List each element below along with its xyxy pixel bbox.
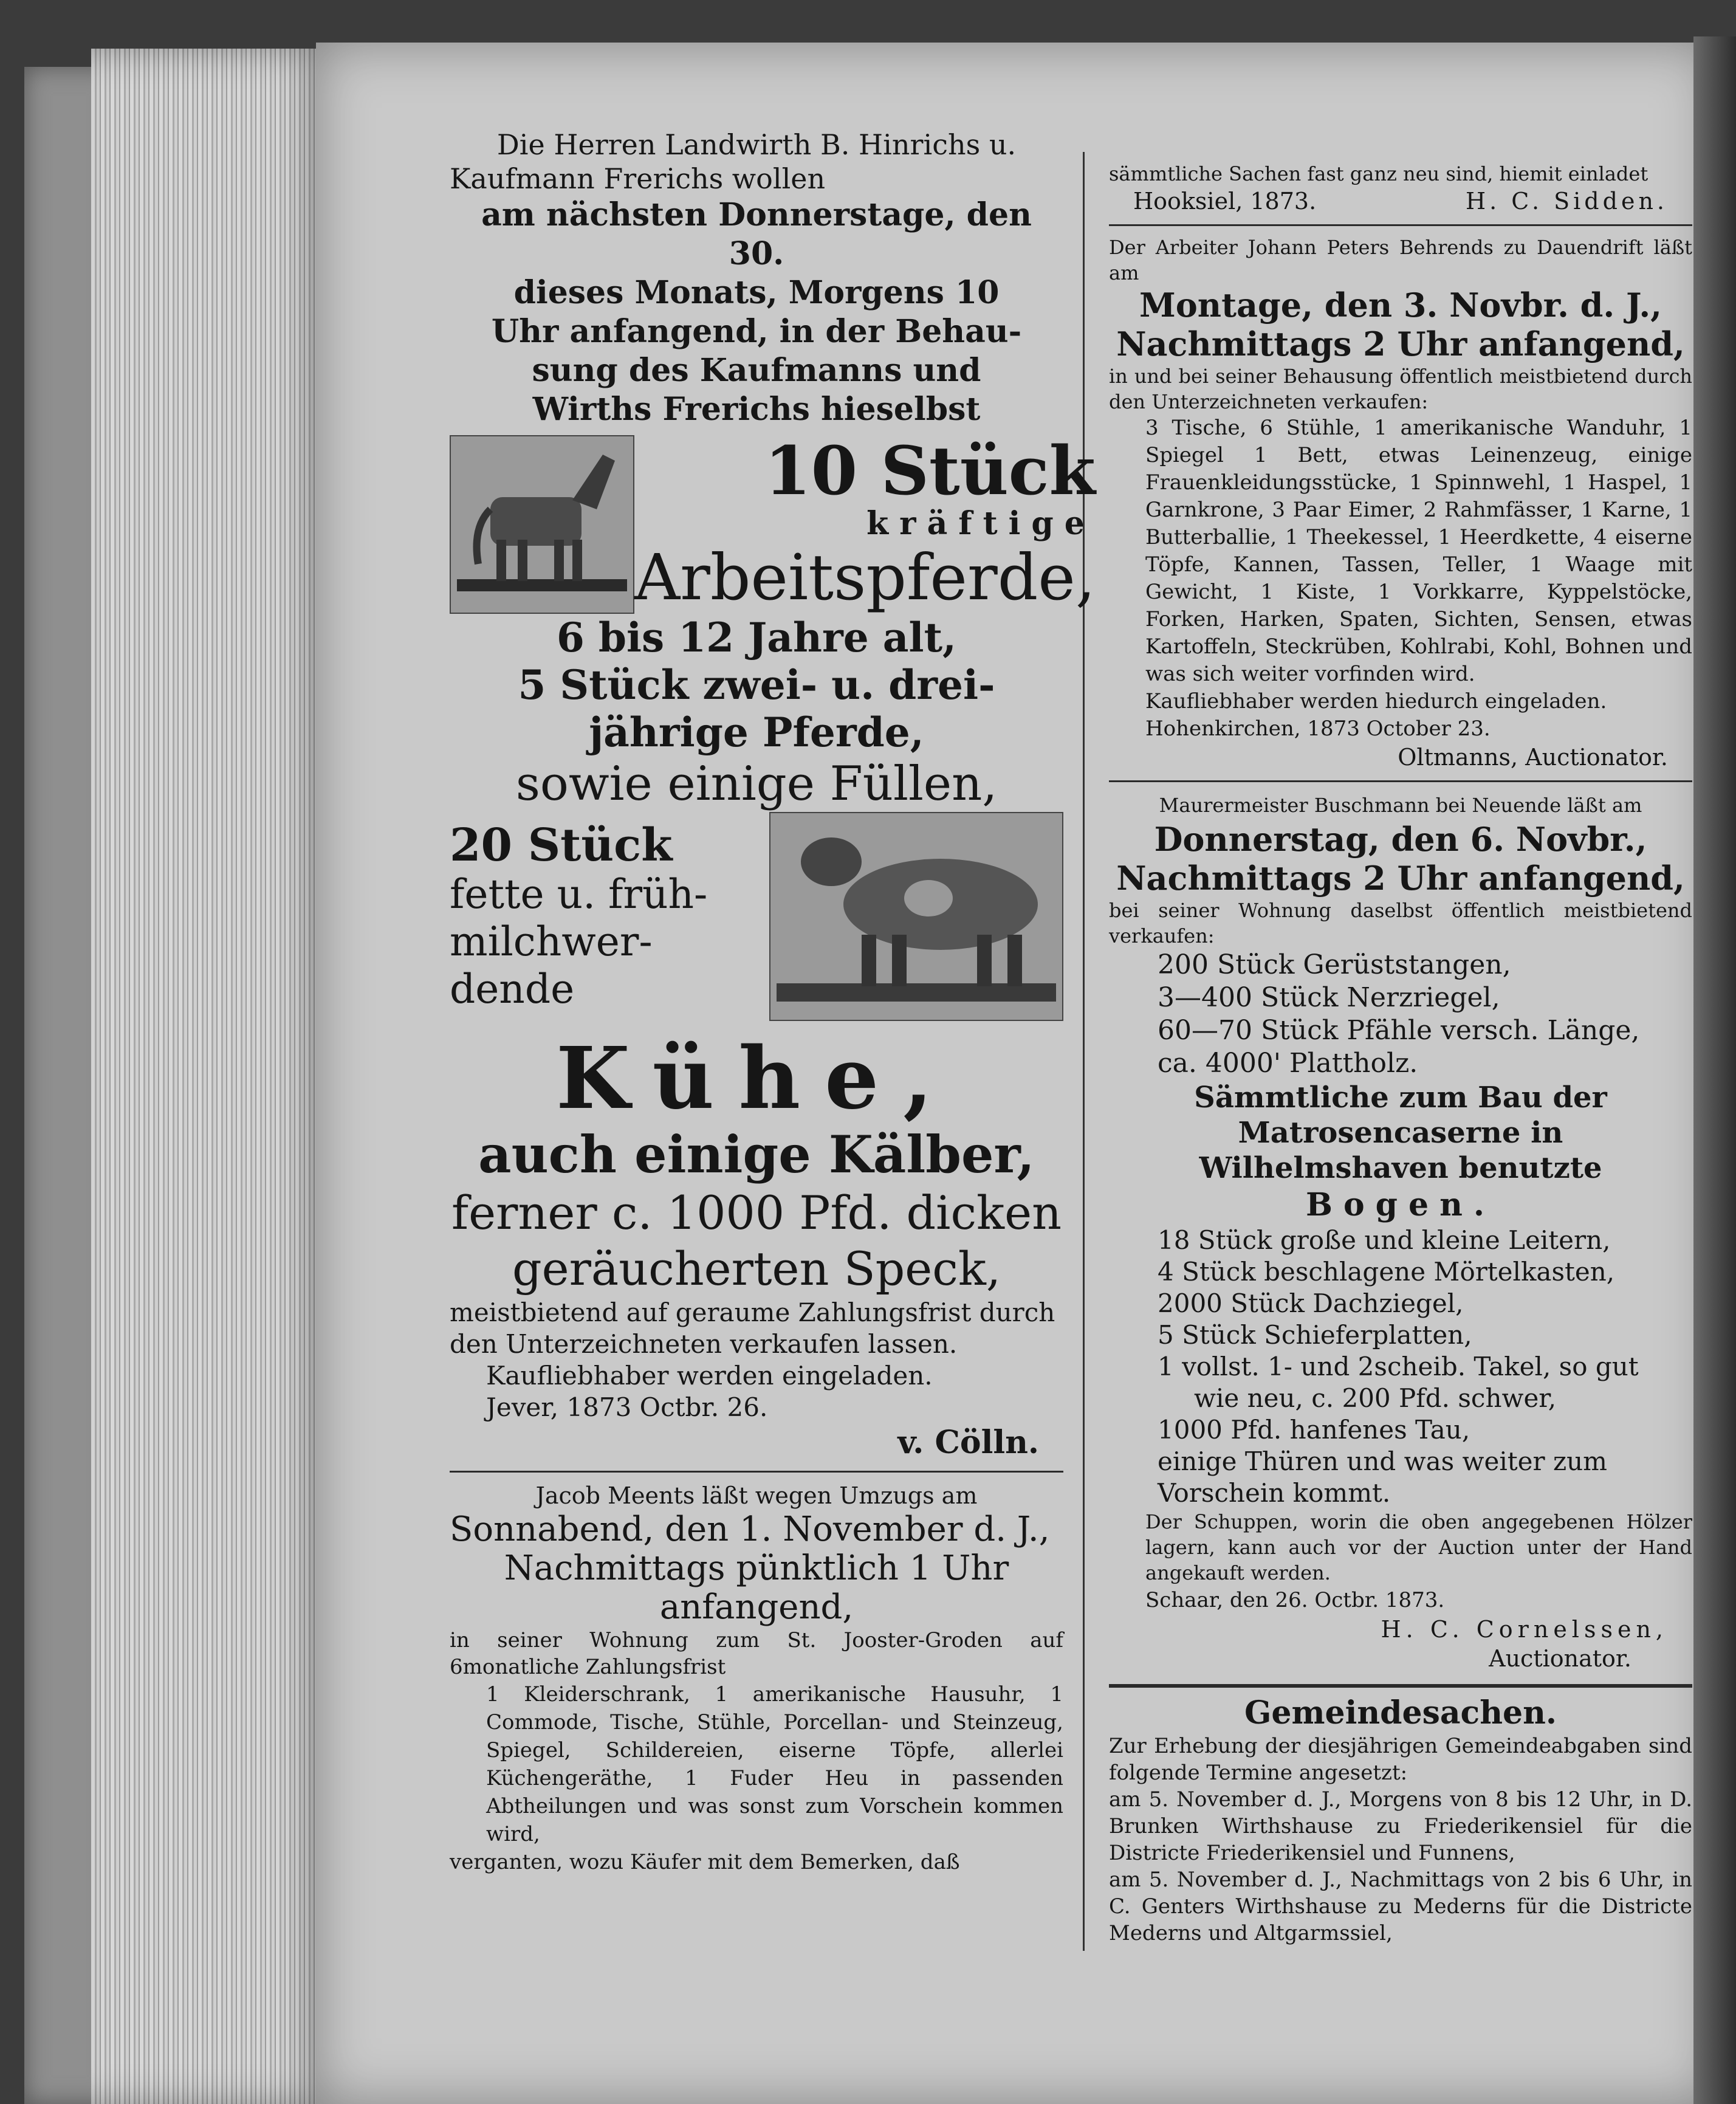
ad3-items: 3 Tische, 6 Stühle, 1 amerikanische Wanduhr, 1 Spiegel 1 Bett, etwas Leinenzeug, einige Frauenkleidungsstücke, 1 Spinnwehl, 1 Haspel, 1 Garnkrone, 3 Paar Eimer, 2 Rahmfässer, 1 Karne, 1 Butterballie, 1 Theekessel, 1 Heerdkette, 4 eiserne Töpfe, Kannen, Tassen, Teller, 1 Waage mit Gewicht, 1 Kiste, 1 Vorkkarre, Kyppelstöcke, Forken, Harken, Spaten, Sichten, Sensen, etwas Kartoffeln, Steckrüben, Kohlrabi, Kohl, Bohnen und was sich weiter vorfinden wird. [1145,416,1692,686]
foals: sowie einige Füllen, [515,757,998,811]
ad3-location: in und bei seiner Behausung öffentlich meistbietend durch den Unterzeichneten verkaufen: [1109,365,1692,413]
ad4-headline2: Bogen. [1306,1186,1495,1223]
ad4-list2-4: 5 Stück Schieferplatten, [1158,1320,1472,1350]
ad5-heading: Gemeindesachen. [1244,1694,1557,1731]
ad3-signature: Oltmanns, Auctionator. [1398,744,1668,771]
ad2-intro: Jacob Meents läßt wegen Umzugs am [535,1482,978,1509]
ad5-term-1: am 5. November d. J., Morgens von 8 bis 12 Uhr, in D. Brunken Wirthshause zu Friederikensiel für die Districte Friederikensiel und Funnens, [1109,1787,1692,1865]
left-column [450,128,1096,1876]
horse-icon [450,435,634,614]
cows-desc-2: milchwer- [450,918,653,965]
cow-block [450,812,1063,1021]
ad1-intro-1: Die Herren Landwirth B. Hinrichs u. [496,128,1017,161]
horses-adjective: kräftige [866,505,1096,542]
ad3-date-2: Nachmittags 2 Uhr anfangend, [1116,325,1685,363]
young-horses-1: 5 Stück zwei- u. drei- [518,661,995,709]
horses-age: 6 bis 12 Jahre alt, [556,614,957,661]
ad1-terms-1: meistbietend auf geraume Zahlungsfrist durch [450,1298,1055,1327]
horses-noun: Arbeitspferde, [634,540,1096,614]
ad0-place: Hooksiel, 1873. [1133,188,1317,215]
ad1-date-5: Wirths Frerichs hieselbst [532,391,981,428]
ad4-headline: Sämmtliche zum Bau der Matrosencaserne in Wilhelmshaven benutzte [1194,1081,1607,1185]
cows-desc-1: fette u. früh- [450,871,708,918]
ad4-location: bei seiner Wohnung daselbst öffentlich meistbietend verkaufen: [1109,899,1692,947]
ad4-date-2: Nachmittags 2 Uhr anfangend, [1116,859,1685,898]
ad4-list2-9: Vorschein kommt. [1158,1478,1391,1508]
ad0-continuation: sämmtliche Sachen fast ganz neu sind, hiemit einladet [1109,162,1649,185]
ad4-list2-2: 4 Stück beschlagene Mörtelkasten, [1158,1257,1615,1287]
ad2-location: in seiner Wohnung zum St. Jooster-Groden auf 6monatliche Zahlungsfrist [450,1628,1063,1679]
ad4-place-date: Schaar, den 26. Octbr. 1873. [1145,1588,1445,1612]
right-column [1109,161,1692,1947]
cow-icon [769,812,1063,1021]
cows-noun: Kühe, [556,1029,957,1129]
ad4-signature-title: Auctionator. [1489,1645,1631,1672]
ad2-items: 1 Kleiderschrank, 1 amerikanische Hausuhr, 1 Commode, Tische, Stühle, Porcellan- und Steinzeug, Spiegel, Schildereien, eiserne Töpfe, allerlei Küchengeräthe, 1 Fuder Heu in passenden Abtheilungen und was sonst zum Vorschein kommen wird, [486,1682,1063,1846]
ad4-note: Der Schuppen, worin die oben angegebenen Hölzer lagern, kann auch vor der Auction unter der Hand angekauft werden. [1145,1510,1692,1584]
cows-desc-3: dende [450,966,575,1012]
right-page-edge [1693,36,1736,2104]
ad3-date-1: Montage, den 3. Novbr. d. J., [1139,286,1662,325]
bacon-2: geräucherten Speck, [512,1242,1001,1296]
cows-count: 20 Stück [450,819,673,872]
ad5-term-2: am 5. November d. J., Nachmittags von 2 bis 6 Uhr, in C. Genters Wirthshause zu Mederns für die Districte Mederns und Altgarmssiel, [1109,1868,1692,1945]
ad3-invite: Kaufliebhaber werden hiedurch eingeladen. [1145,689,1607,713]
ad5-intro: Zur Erhebung der diesjährigen Gemeindeabgaben sind folgende Termine angesetzt: [1109,1734,1692,1785]
ad2-date-2: Nachmittags pünktlich 1 Uhr [504,1549,1009,1588]
ad4-list1-3: 60—70 Stück Pfähle versch. Länge, [1158,1015,1640,1046]
ad-divider [450,1471,1063,1473]
horses-count: 10 Stück [764,431,1096,510]
ad2-date-3: anfangend, [659,1587,854,1627]
ad1-invite: Kaufliebhaber werden eingeladen. [486,1361,933,1391]
ad1-date-2: dieses Monats, Morgens 10 [513,274,1000,311]
section-divider [1109,1684,1692,1688]
ad4-signature: H. C. Cornelssen, [1381,1616,1668,1643]
ad4-list2-8: einige Thüren und was weiter zum [1158,1446,1607,1476]
bacon-1: ferner c. 1000 Pfd. dicken [451,1186,1062,1240]
horse-block [450,431,1096,614]
ad4-date-1: Donnerstag, den 6. Novbr., [1154,820,1647,859]
column-divider [1083,152,1085,1951]
ad0-footer [1109,187,1692,216]
ad2-closing: verganten, wozu Käufer mit dem Bemerken, daß [450,1850,960,1874]
ad4-list2-3: 2000 Stück Dachziegel, [1158,1288,1464,1318]
ad3-place-date: Hohenkirchen, 1873 October 23. [1145,717,1491,741]
ad-divider [1109,780,1692,782]
ad1-terms-2: den Unterzeichneten verkaufen lassen. [450,1329,958,1359]
ad-divider [1109,224,1692,226]
ad0-signature: H. C. Sidden. [1465,188,1668,215]
ad4-intro: Maurermeister Buschmann bei Neuende läßt am [1159,794,1642,817]
ad1-signature: v. Cölln. [897,1424,1039,1461]
ad4-list2-5: 1 vollst. 1- und 2scheib. Takel, so gut [1158,1352,1639,1381]
ad4-list2-1: 18 Stück große und kleine Leitern, [1158,1225,1611,1255]
ad4-list1-2: 3—400 Stück Nerzriegel, [1158,982,1500,1013]
ad1-date-4: sung des Kaufmanns und [532,352,981,389]
ad4-list1-1: 200 Stück Gerüststangen, [1158,949,1511,980]
page-edges [91,49,334,2104]
ad1-intro-2: Kaufmann Frerichs wollen [450,162,826,195]
ad1-date-1: am nächsten Donnerstage, den 30. [481,196,1032,272]
ad1-date-3: Uhr anfangend, in der Behau- [491,313,1022,350]
ad3-intro: Der Arbeiter Johann Peters Behrends zu Dauendrift läßt am [1109,236,1692,284]
ad2-date-1: Sonnabend, den 1. November d. J., [450,1510,1050,1549]
ad4-list1-4: ca. 4000' Plattholz. [1158,1048,1418,1079]
ad4-list2-6: wie neu, c. 200 Pfd. schwer, [1194,1383,1557,1413]
ad1-place-date: Jever, 1873 Octbr. 26. [486,1392,768,1422]
young-horses-2: jährige Pferde, [589,709,924,756]
calves: auch einige Kälber, [478,1124,1035,1184]
ad4-list2-7: 1000 Pfd. hanfenes Tau, [1158,1415,1470,1445]
